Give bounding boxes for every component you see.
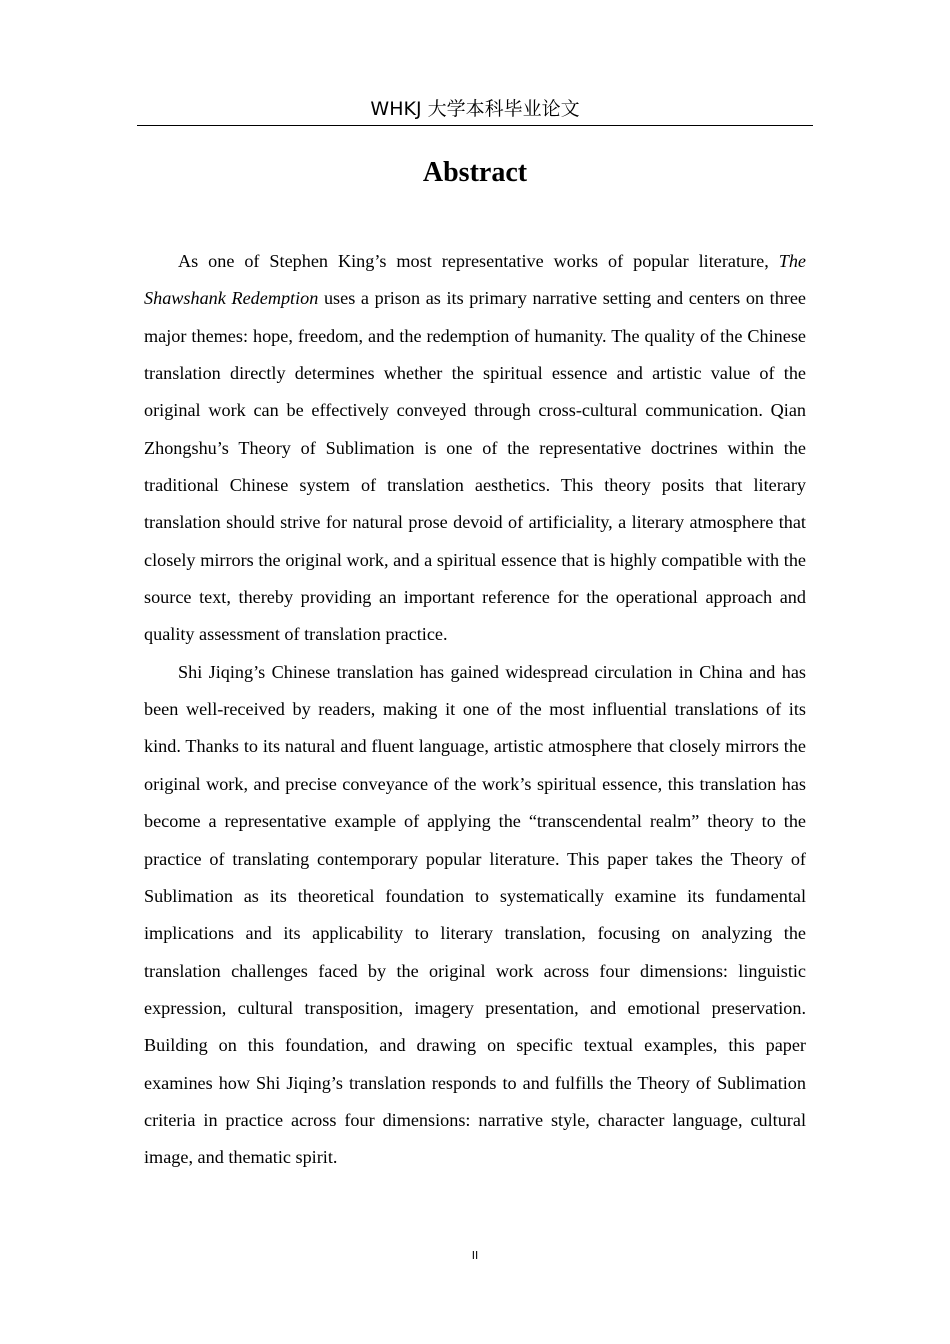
p1-lead-text: As one of Stephen King’s most representative works of popular literature, xyxy=(178,251,779,271)
abstract-body xyxy=(144,243,806,1177)
abstract-paragraph-2: Shi Jiqing’s Chinese translation has gained widespread circulation in China and has been well-received by readers, making it one of the most influential translations of its kind. Thanks to its natural and fluent language, artistic atmosphere that closely mirrors the original work, and precise conveyance of the work’s spiritual essence, this translation has become a representative example of applying the “transcendental realm” theory to the practice of translating contemporary popular literature. This paper takes the Theory of Sublimation as its theoretical foundation to systematically examine its fundamental implications and its applicability to literary translation, focusing on analyzing the translation challenges faced by the original work across four dimensions: linguistic expression, cultural transposition, imagery presentation, and emotional preservation. Building on this foundation, and drawing on specific textual examples, this paper examines how Shi Jiqing’s translation responds to and fulfills the Theory of Sublimation criteria in practice across four dimensions: narrative style, character language, cultural image, and thematic spirit. xyxy=(144,661,806,1168)
book-title-italic: The Shawshank Redemption xyxy=(144,251,806,309)
abstract-heading: Abstract xyxy=(422,157,528,188)
header-title: WHKJ 大学本科毕业论文 xyxy=(370,98,580,120)
page-number: II xyxy=(471,1249,479,1262)
running-header xyxy=(137,95,813,126)
p1-rest-text: uses a prison as its primary narrative setting and centers on three major themes: hope, freedom, and the redemption of humanity. The quality of the Chinese translation directly determines whether the spiritual essence and artistic value of the original work can be effectively conveyed through cross-cultural communication. Qian Zhongshu’s Theory of Sublimation is one of the representative doctrines within the traditional Chinese system of translation aesthetics. This theory posits that literary translation should strive for natural prose devoid of artificiality, a literary atmosphere that closely mirrors the original work, and a spiritual essence that is highly compatible with the source text, thereby providing an important reference for the operational approach and quality assessment of translation practice. xyxy=(144,288,807,645)
abstract-paragraph-1 xyxy=(144,243,806,654)
